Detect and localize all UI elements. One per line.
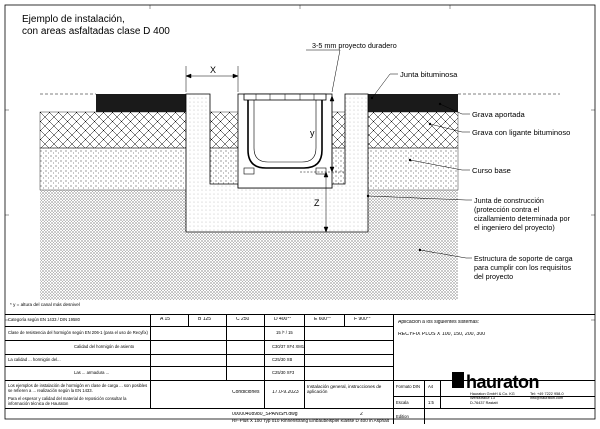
formato-value: A4 [428, 384, 434, 389]
label-grava-aportada: Grava aportada [472, 110, 525, 119]
row-3-value: C25/30 XB [272, 357, 293, 362]
asphalt-right [368, 94, 458, 112]
title-line-1: Ejemplo de instalación, [22, 14, 125, 25]
conditions-label: Condiciones [232, 390, 260, 395]
label-construccion: Junta de construcción (protección contra el cizallamiento determinada por el ingeniero del proyecto) [474, 196, 570, 232]
title-block [0, 308, 600, 424]
company-address: Hauraton GmbH & Co. KG Werkstraße 13 D-76437 Rastatt [470, 392, 515, 405]
channel-foot-right [316, 168, 326, 174]
row-2-value: C30/37 XF4 XM1 [272, 344, 305, 349]
row-3-label: La calidad ... hormigón del... [8, 357, 61, 362]
row-1-label: Clase de resistencia del hormigón según EN 206-1 (para el uso de Recyfix) [8, 330, 148, 335]
conditions-value: 17.0-9.2023 [272, 390, 299, 395]
class-a15: A 15 [160, 317, 171, 322]
description: RF-Plus X 100 Typ 010 Rinnenstrang Einbaubeispiel Klasse D 400 in Asphalt [232, 418, 389, 423]
application-value: RECYFIX PLUS X 100, 150, 200, 300 [398, 332, 486, 337]
escala-value: 1:5 [428, 400, 434, 405]
drawing-number: 00000408980_SPANISH.dwg [232, 412, 298, 417]
category-header: Categoría según EN 1433 / DIN 19580 [8, 317, 80, 322]
company-logo-text: hauraton [466, 372, 540, 392]
class-c250: C 250 [236, 317, 250, 322]
gap-label: 3-5 mm proyecto duradero [312, 41, 397, 50]
class-f900: F 900** [354, 317, 371, 322]
dim-x-label: X [210, 65, 217, 75]
hauraton-logo-icon [452, 372, 464, 388]
drawing-title [22, 14, 170, 38]
company-contact: Tel: +49 7222 958-0 info@hauraton.com [530, 392, 564, 401]
title-line-2: con areas asfaltadas clase D 400 [22, 26, 170, 37]
instructions: Instalación general, instrucciones de aplicación [307, 384, 382, 394]
application-title: Aplicación a los siguientes sistemas: [398, 320, 480, 325]
label-junta: Junta bituminosa [400, 70, 458, 79]
class-e600: E 600** [314, 317, 331, 322]
row-2-label: Calidad del hormigón de asiento [74, 344, 135, 349]
dim-z-label: Z [314, 198, 320, 208]
label-grava-ligante: Grava con ligante bituminoso [472, 128, 571, 137]
label-soporte: Estructura de soporte de carga para cumplir con los requisitos del proyecto [474, 254, 573, 281]
dim-y-label: y [310, 128, 315, 138]
edition-label: Edition [396, 414, 409, 419]
class-d400: D 400** [274, 317, 292, 322]
escala-label: Escala [396, 400, 409, 405]
sheet-number: 2 [360, 412, 363, 417]
row-4-label: Las ... armadura ... [74, 370, 110, 375]
class-b125: B 125 [198, 317, 212, 322]
row-4-value: C25/30 XF3 [272, 370, 295, 375]
row-1-value: 15 /* / 15 [276, 330, 293, 335]
note-2: Para el espesor y calidad del material de reposición consultar la información técnica de Hauraton [8, 396, 127, 406]
label-curso-base: Curso base [472, 166, 511, 175]
footnote: * y = altura del canal más desnivel [10, 302, 80, 307]
channel-foot-left [244, 168, 254, 174]
note-1: Los ejemplos de instalación de hormigón en clase de carga ... son posibles se refieren a ... realización según la EN 1433. [8, 383, 148, 393]
asphalt-left [96, 94, 186, 112]
formato-label: Formato DIN [396, 384, 420, 389]
